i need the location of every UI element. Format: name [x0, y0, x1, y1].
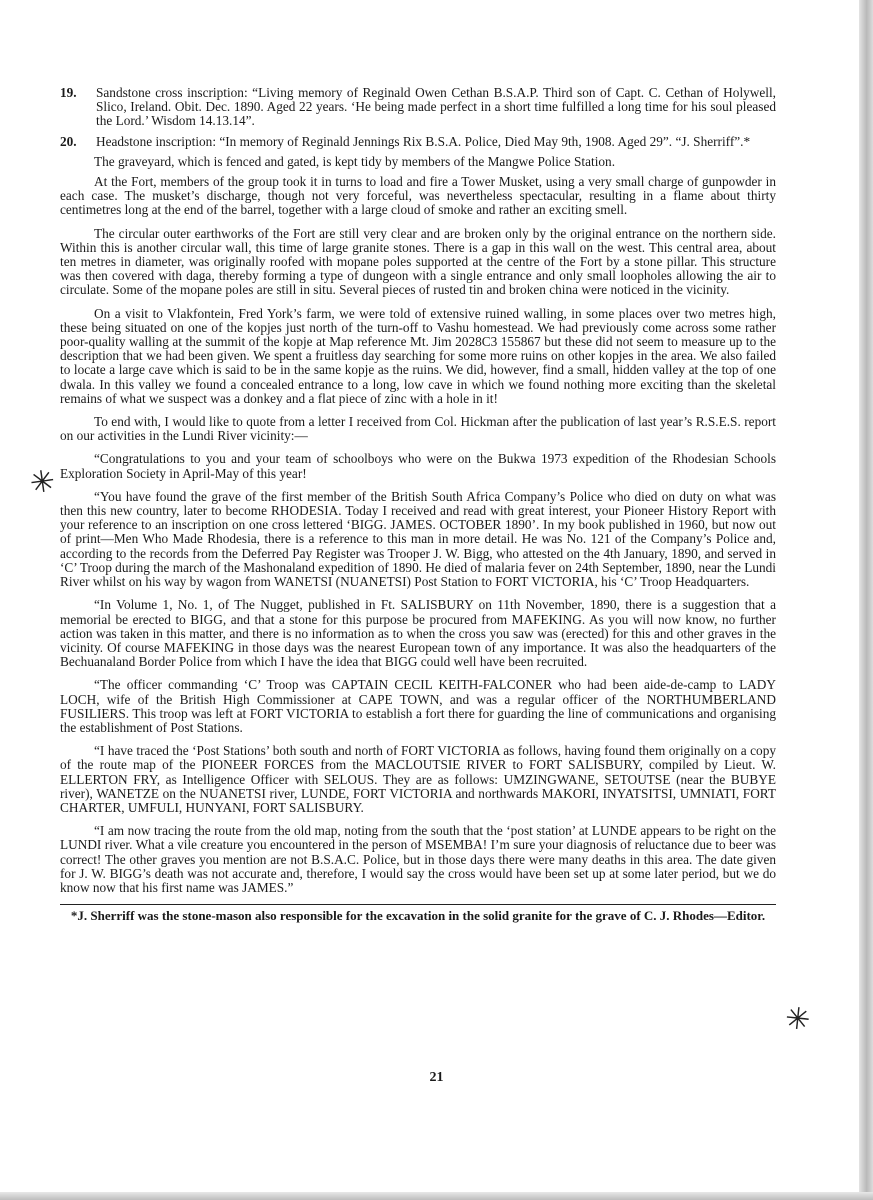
footnote-divider	[60, 904, 776, 905]
footnote: *J. Sherriff was the stone-mason also responsible for the excavation in the solid granite for the grave of C. J. Rhodes—Editor.	[70, 908, 766, 924]
paragraph: At the Fort, members of the group took it in turns to load and fire a Tower Musket, using a very small charge of gunpowder in each case. The musket’s discharge, though not very forceful, was nevertheless spectacular, resulting in a flame about thirty centimetres long at the end of the barrel, together with a large cloud of smoke and rather an exciting smell.	[60, 174, 776, 218]
numbered-item	[60, 135, 776, 149]
item-text: Sandstone cross inscription: “Living memory of Reginald Owen Cethan B.S.A.P. Third son of Capt. C. Cethan of Holywell, Slico, Ireland. Obit. Dec. 1890. Aged 22 years. ‘He being made perfect in a short time fulfilled a long time for his soul pleased the Lord.’ Wisdom 14.13.14”.	[96, 85, 776, 129]
document-body	[60, 86, 776, 923]
letter-paragraph: “Congratulations to you and your team of schoolboys who were on the Bukwa 1973 expedition of the Rhodesian Schools Exploration Society in April-May of this year!	[60, 451, 776, 481]
letter-paragraph: “The officer commanding ‘C’ Troop was CAPTAIN CECIL KEITH-FALCONER who had been aide-de-camp to LADY LOCH, wife of the British High Commissioner at CAPE TOWN, and was a regular officer of the NORTHUMBERLAND FUSILIERS. This troop was left at FORT VICTORIA to establish a fort there for guarding the line of communications and organising the establishment of Post Stations.	[60, 677, 776, 735]
paragraph: The graveyard, which is fenced and gated, is kept tidy by members of the Mangwe Police Station.	[94, 153, 616, 169]
page-bottom-shadow	[0, 1192, 873, 1200]
numbered-item	[60, 86, 776, 129]
letter-paragraph: “You have found the grave of the first member of the British South Africa Company’s Police who died on duty on what was then this new country, later to become RHODESIA. Today I received and read with great interest, your Pioneer History Report with your reference to an inscription on one cross lettered ‘BIGG. JAMES. OCTOBER 1890’. In my book published in 1960, but now out of print—Men Who Made Rhodesia, there is a reference to this man in more detail. He was No. 121 of the Company’s Police and, according to the records from the Deferred Pay Register was Trooper J. W. Bigg, who attested on the 4th January, 1890, and served in ‘C’ Troop during the march of the Mashonaland expedition of 1890. He died of malaria fever on 24th September, 1890, near the Lundi River whilst on his way by wagon from WANETSI (NUANETSI) Post Station to FORT VICTORIA, his ‘C’ Troop Headquarters.	[60, 488, 776, 590]
paragraph: To end with, I would like to quote from a letter I received from Col. Hickman after the publication of last year’s R.S.E.S. report on our activities in the Lundi River vicinity:—	[60, 414, 776, 444]
item-text: Headstone inscription: “In memory of Reginald Jennings Rix B.S.A. Police, Died May 9th, 1908. Aged 29”. “J. Sherriff”.*	[96, 133, 751, 149]
paragraph: On a visit to Vlakfontein, Fred York’s farm, we were told of extensive ruined walling, in some places over two metres high, these being situated on one of the kopjes just north of the turn-off to Vashu homestead. We had previously come across some rather poor-quality walling at the summit of the kopje at Map reference Mt. Jim 2028C3 155867 but these did not seem to measure up to the description that we had been given. We spent a fruitless day searching for some more ruins on other kopjes in the area. We also failed to locate a large cave which is said to be in the same kopje as the ruins. We did, however, find a small, hidden valley at the top of one dwala. In this valley we found a concealed entrance to a long, low cave in which we found nothing more exciting than the skeletal remains of what we suspect was a donkey and a flat piece of zinc with a hole in it!	[60, 305, 776, 406]
handwritten-asterisk-mark: ✳	[783, 1000, 812, 1039]
item-number: 20.	[60, 133, 77, 149]
page-number: 21	[429, 1070, 444, 1085]
handwritten-asterisk-mark: ✳	[27, 463, 58, 502]
letter-paragraph: “In Volume 1, No. 1, of The Nugget, published in Ft. SALISBURY on 11th November, 1890, there is a suggestion that a memorial be erected to BIGG, and that a stone for this purpose be procured from MAFEKING. As you will now know, no further action was taken in this matter, and there is no information as to when the cross you saw was (erected) for this and other graves in the vicinity. Of course MAFEKING in those days was the nearest European town of any importance. It was also the headquarters of the Bechuanaland Border Police from which I have the idea that BIGG could well have been recruited.	[60, 597, 776, 670]
letter-paragraph: “I am now tracing the route from the old map, noting from the south that the ‘post station’ at LUNDE appears to be right on the LUNDI river. What a vile creature you encountered in the person of MSEMBA! I’m sure your diagnosis of reluctance due to beer was correct! The other graves you mention are not B.S.A.C. Police, but in those days there were many deaths in this area. The date given for J. W. BIGG’s death was not accurate and, therefore, I would say the cross would have been set up at some later period, but we do know now that his first name was JAMES.”	[60, 823, 776, 895]
paragraph: The circular outer earthworks of the Fort are still very clear and are broken only by the original entrance on the northern side. Within this is another circular wall, this time of large granite stones. There is a gap in this wall on the west. This central area, about ten metres in diameter, was originally roofed with mopane poles supported at the centre of the Fort by a stone pillar. This structure was then covered with daga, thereby forming a type of dungeon with a single entrance and only small loopholes allowing the air to circulate. Some of the mopane poles are still in situ. Several pieces of rusted tin and broken china were noticed in the vicinity.	[60, 225, 776, 298]
letter-paragraph: “I have traced the ‘Post Stations’ both south and north of FORT VICTORIA as follows, having found them originally on a copy of the route map of the PIONEER FORCES from the MACLOUTSIE RIVER to FORT SALISBURY, compiled by Lieut. W. ELLERTON FRY, as Intelligence Officer with SELOUS. They are as follows: UMZINGWANE, SETOUTSE (near the BUBYE river), WANETZE on the NUANETSI river, LUNDE, FORT VICTORIA and northwards MAKORI, INYATSITSI, UMNIATI, FORT CHARTER, UMFULI, HUNYANI, FORT SALISBURY.	[60, 743, 776, 815]
item-number: 19.	[60, 85, 77, 100]
page-edge-shadow	[859, 0, 873, 1200]
